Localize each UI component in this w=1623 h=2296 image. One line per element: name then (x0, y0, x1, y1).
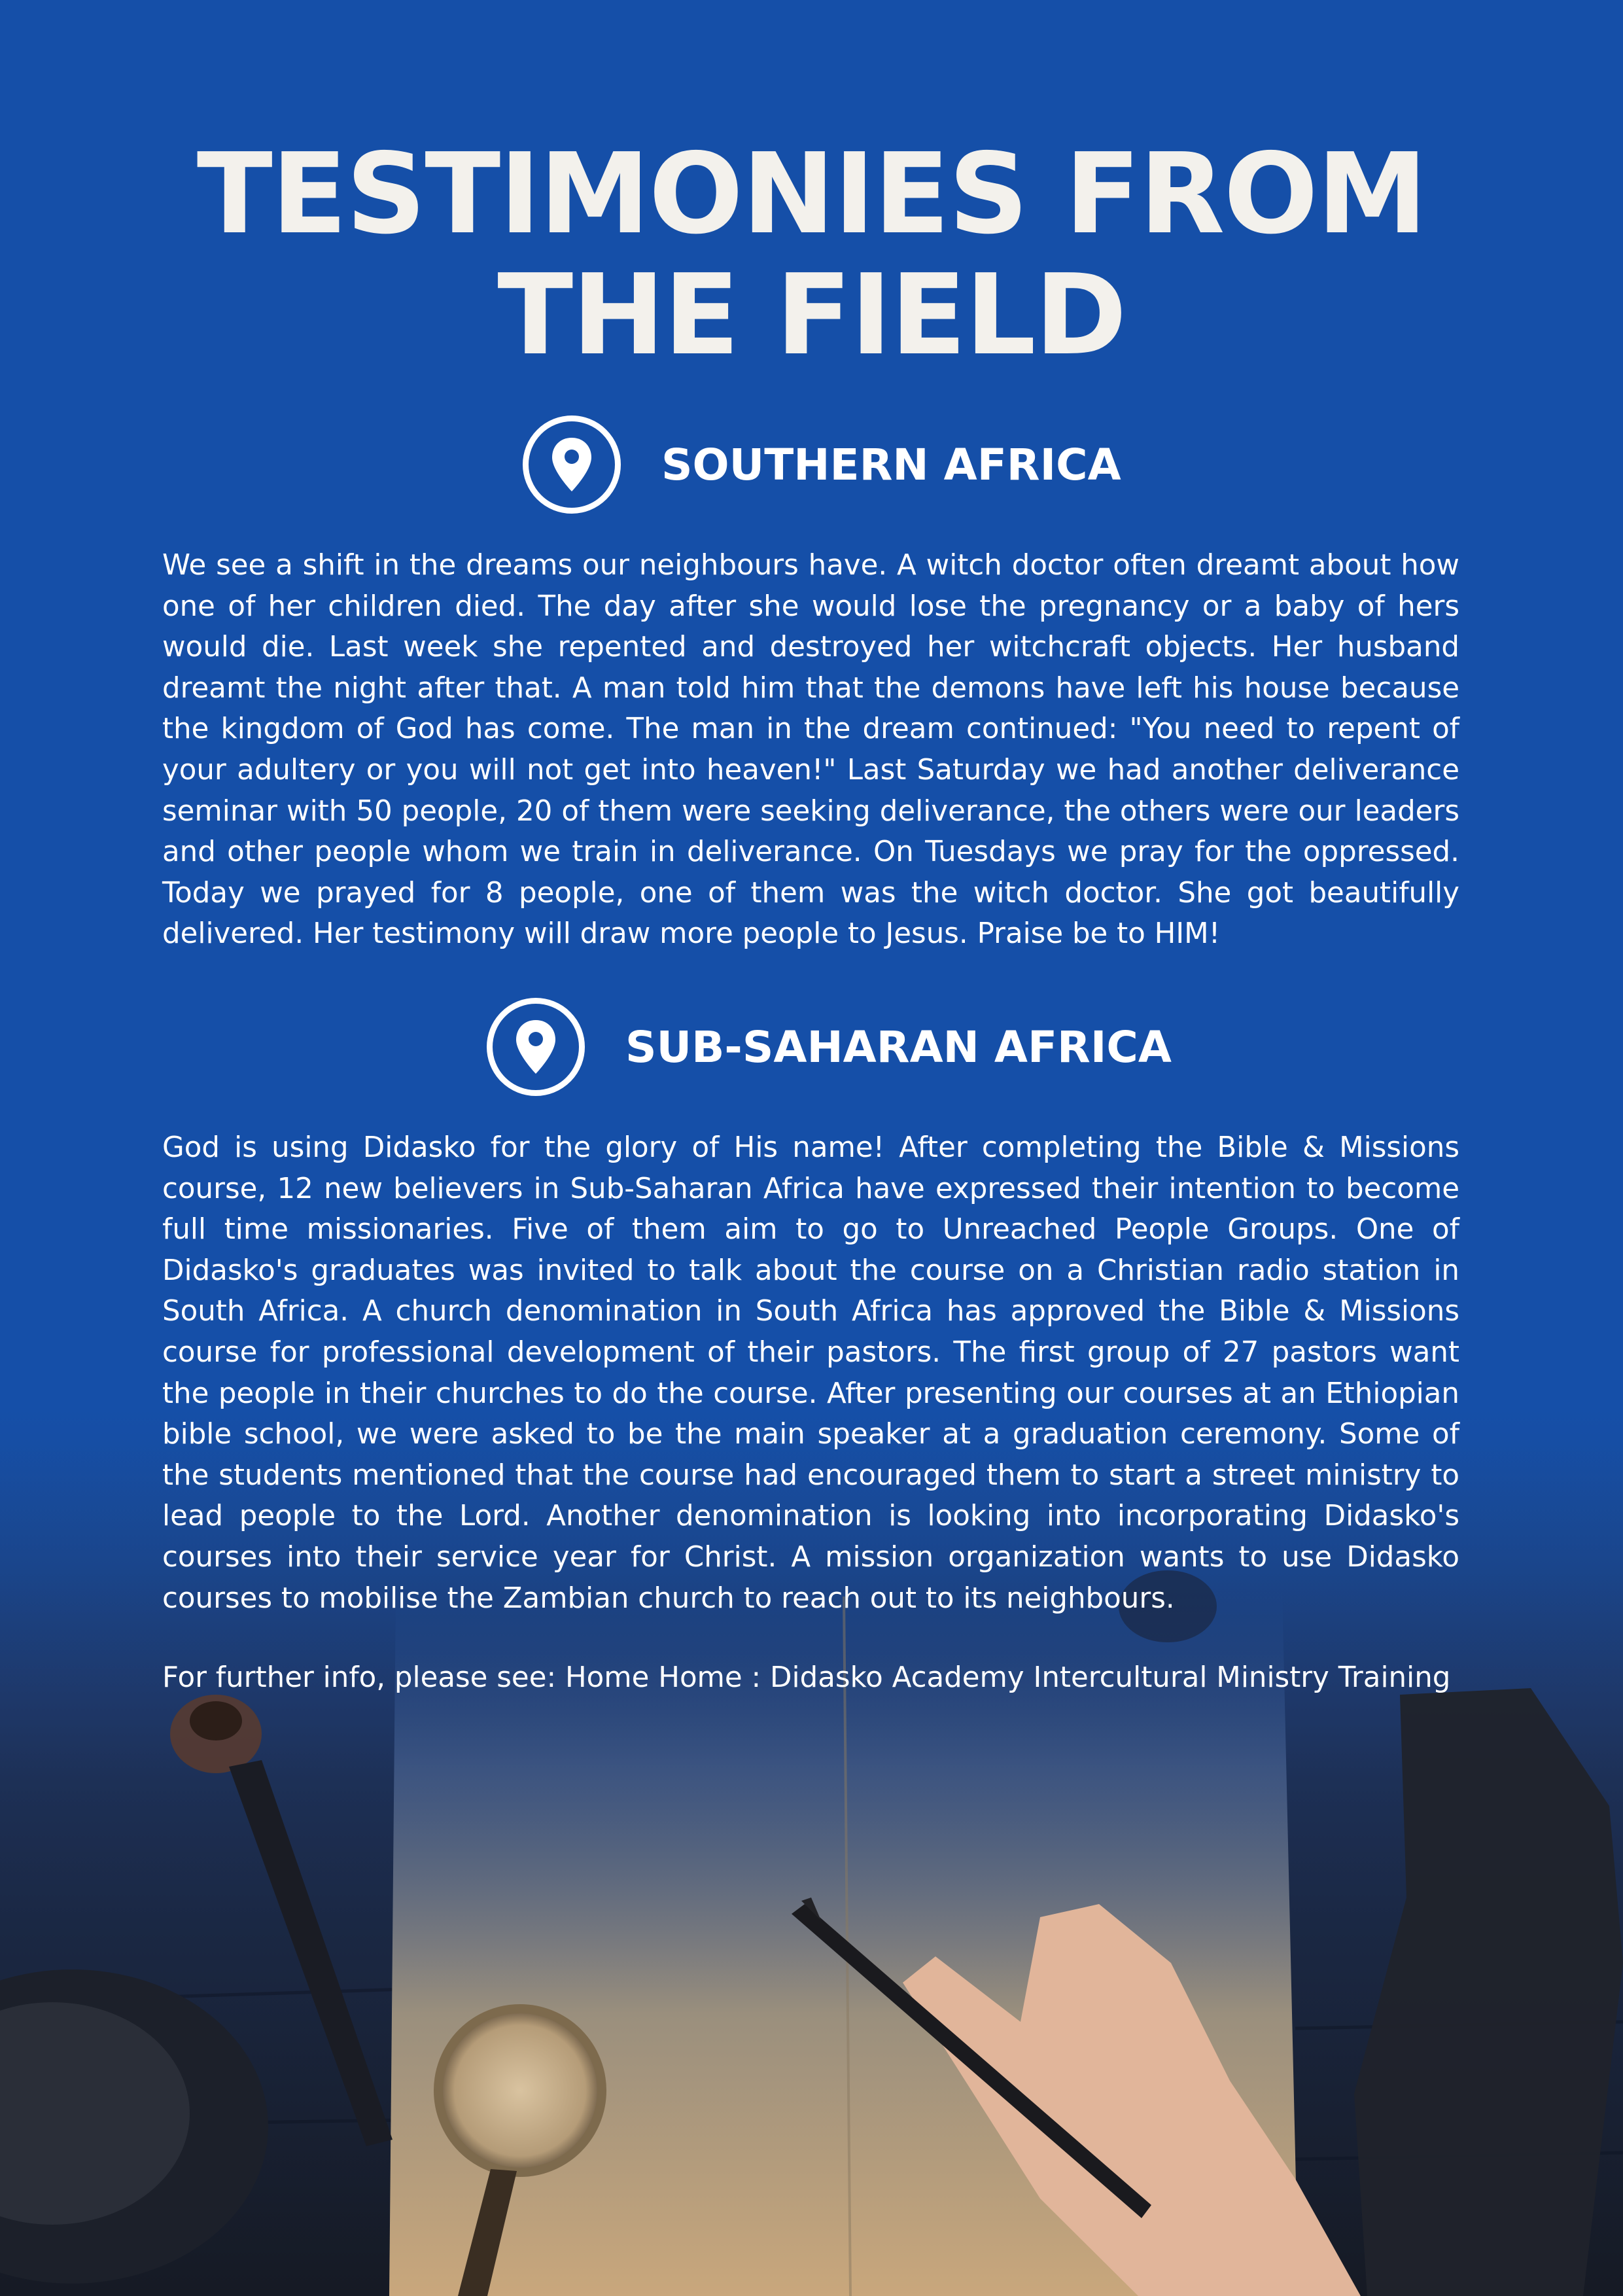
page-title-line-1: TESTIMONIES FROM (196, 130, 1427, 259)
section-heading-southern-africa (523, 412, 1121, 517)
page-title (0, 130, 1623, 380)
section-body-text: We see a shift in the dreams our neighbours have. A witch doctor often dreamt about how one of her children died. The day after she would lose the pregnancy or a baby of hers would die. Last week she repented and destroyed her witchcraft objects. Her husband dreamt the night after that. A man told him that the demons have left his house because the kingdom of God has come. The man in the dream continued: "You need to repent of your adultery or you will not get into heaven!" Last Saturday we had another deliverance seminar with 50 people, 20 of them were seeking deliverance, the others were our leaders and other people whom we train in deliverance. On Tuesdays we pray for the oppressed. Today we prayed for 8 people, one of them was the witch doctor. She got beautifully delivered. Her testimony will draw more people to Jesus. Praise be to HIM! (162, 549, 1459, 951)
section-body-text: God is using Didasko for the glory of His name! After completing the Bible & Missions course, 12 new believers in Sub-Saharan Africa have expressed their intention to become full time missionaries. Five of them aim to go to Unreached People Groups. One of Didasko's graduates was invited to talk about the course on a Christian radio station in South Africa. A church denomination in South Africa has approved the Bible & Missions course for professional development of their pastors. The first group of 27 pastors want the people in their churches to do the course. After presenting our courses at an Ethiopian bible school, we were asked to be the main speaker at a graduation ceremony. Some of the students mentioned that the course had encouraged them to start a street ministry to lead people to the Lord. Another denomination is looking into incorporating Didasko's courses into their service year for Christ. A mission organization wants to use Didasko courses to mobilise the Zambian church to reach out to its neighbours. (162, 1131, 1459, 1615)
location-pin-icon (523, 415, 621, 514)
further-info-text: For further info, please see: Home Home : Didasko Academy Intercultural Ministry Training (162, 1661, 1451, 1694)
section-heading-sub-saharan-africa (487, 995, 1172, 1099)
page-title-line-2: THE FIELD (497, 251, 1126, 380)
location-pin-icon (487, 998, 585, 1096)
section-title: SUB-SAHARAN AFRICA (625, 1021, 1172, 1072)
section-title: SOUTHERN AFRICA (661, 439, 1121, 490)
